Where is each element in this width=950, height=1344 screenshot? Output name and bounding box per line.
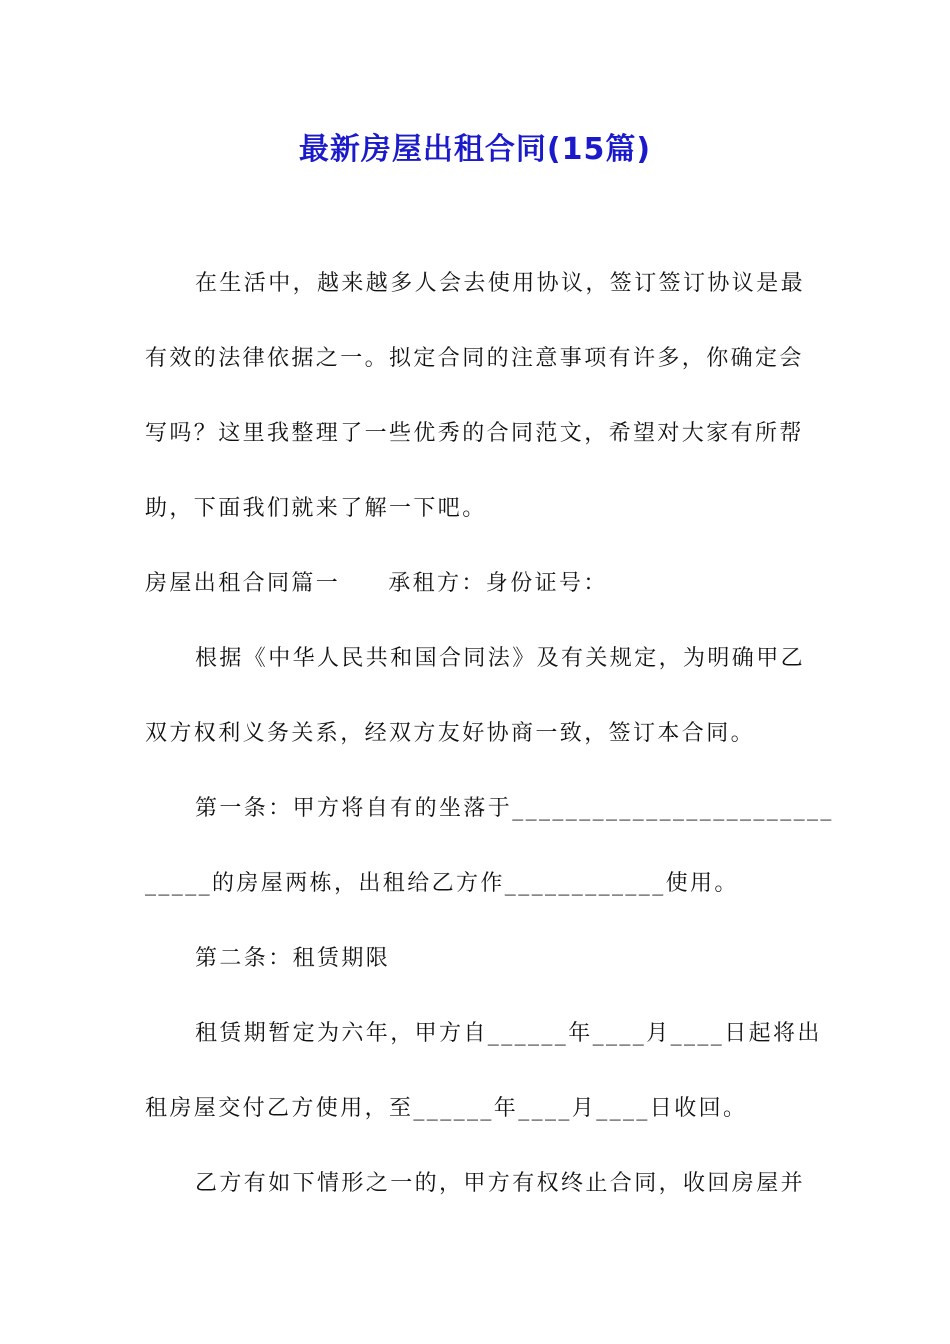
paragraph-intro-line-1: 在生活中，越来越多人会去使用协议，签订签订协议是最: [195, 271, 806, 296]
termination-line-1: 乙方有如下情形之一的，甲方有权终止合同，收回房屋并: [195, 1171, 806, 1196]
paragraph-basis-line-2: 双方权利义务关系，经双方友好协商一致，签订本合同。: [145, 721, 756, 746]
paragraph-intro-line-2: 有效的法律依据之一。拟定合同的注意事项有许多，你确定会: [145, 346, 804, 371]
article-one-line-1: 第一条：甲方将自有的坐落于________________________: [195, 796, 834, 821]
section-heading-line: [145, 568, 815, 600]
lease-term-line-2: 租房屋交付乙方使用，至______年____月____日收回。: [145, 1096, 748, 1121]
paragraph-intro-line-4: 助，下面我们就来了解一下吧。: [145, 496, 487, 521]
article-two-heading: 第二条：租赁期限: [195, 946, 391, 971]
paragraph-intro-line-3: 写吗？这里我整理了一些优秀的合同范文，希望对大家有所帮: [145, 421, 804, 446]
tenant-id-label: 承租方：身份证号：: [388, 571, 608, 596]
article-one-line-2: _____的房屋两栋，出租给乙方作____________使用。: [145, 871, 739, 896]
paragraph-basis-line-1: 根据《中华人民共和国合同法》及有关规定，为明确甲乙: [195, 646, 806, 671]
lease-term-line-1: 租赁期暂定为六年，甲方自______年____月____日起将出: [195, 1021, 822, 1046]
section-heading: 房屋出租合同篇一: [145, 571, 341, 596]
document-title: 最新房屋出租合同(15篇): [298, 132, 652, 167]
